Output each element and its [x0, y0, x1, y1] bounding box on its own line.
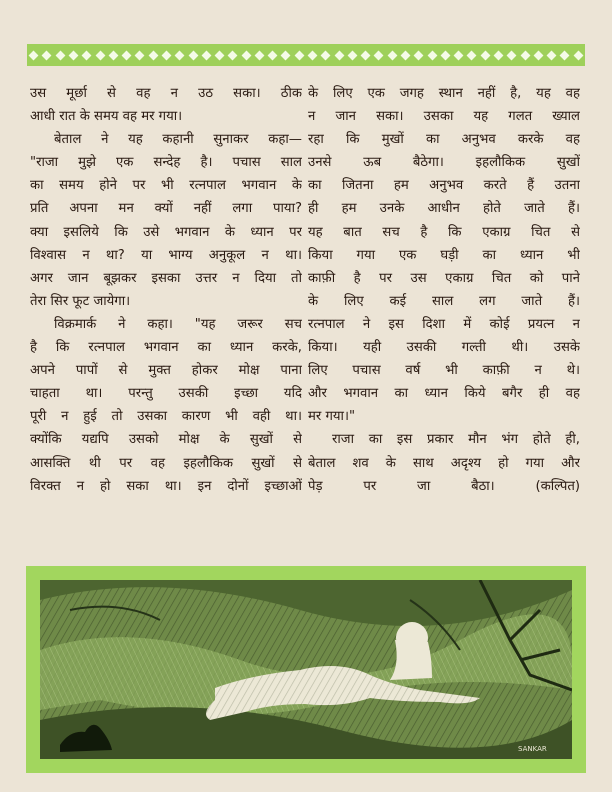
text-line: विक्रमार्क ने कहा। "यह जरूर सच — [54, 316, 302, 332]
text-line: के लिए एक जगह स्थान नहीं है, यह वह — [308, 86, 580, 101]
text-line: और भगवान का ध्यान किये बगैर ही वह — [308, 386, 580, 402]
text-line: लिए पचास वर्ष भी काफ़ी न थे। — [308, 363, 580, 379]
illustration-drawing — [40, 580, 572, 759]
text-line: तेरा सिर फूट जायेगा। — [30, 293, 131, 309]
story-text — [30, 82, 580, 550]
text-line: है कि रत्नपाल भगवान का ध्यान करके, — [30, 340, 302, 356]
text-line: आधी रात के समय वह मर गया। — [30, 109, 183, 125]
story-illustration — [40, 580, 572, 759]
text-line: अगर जान बूझकर इसका उत्तर न दिया तो — [30, 270, 302, 286]
text-line: बेताल शव के साथ अदृश्य हो गया और — [308, 455, 580, 471]
artist-signature: SANKAR — [518, 745, 547, 753]
text-line: पेड़ पर जा बैठा। (कल्पित) — [308, 478, 580, 494]
decorative-border — [27, 44, 585, 66]
text-line: उस मूर्छा से वह न उठ सका। ठीक — [30, 86, 302, 101]
text-line: का समय होने पर भी रत्नपाल भगवान के — [30, 178, 302, 194]
story-illustration-frame — [26, 566, 586, 773]
text-line: मर गया।" — [308, 409, 356, 425]
text-line: बेताल ने यह कहानी सुनाकर कहा— — [54, 132, 302, 148]
text-line: क्या इसलिये कि उसे भगवान के ध्यान पर — [30, 224, 302, 240]
text-line: अपने पापों से मुक्त होकर मोक्ष पाना — [30, 363, 302, 379]
text-column-left — [30, 82, 302, 550]
text-line: ही हम उनके आधीन होते जाते हैं। — [308, 201, 580, 217]
text-line: रहा कि मुखों का अनुभव करके वह — [308, 132, 580, 148]
text-line: किया गया एक घड़ी का ध्यान भी — [308, 247, 580, 263]
text-line: पूरी न हुई तो उसका कारण भी वही था। — [30, 409, 302, 425]
text-line: काफ़ी है पर उस एकाग्र चित को पाने — [308, 270, 580, 286]
text-line: रत्नपाल ने इस दिशा में कोई प्रयत्न न — [308, 316, 580, 332]
text-line: के लिए कई साल लग जाते हैं। — [308, 293, 580, 309]
text-line: विरक्त न हो सका था। इन दोनों इच्छाओं — [30, 478, 302, 494]
text-line: क्योंकि यद्यपि उसको मोक्ष के सुखों से — [30, 432, 302, 448]
text-line: आसक्ति थी पर वह इहलौकिक सुखों से — [30, 455, 302, 471]
text-line: "राजा मुझे एक सन्देह है। पचास साल — [30, 155, 302, 171]
text-line: राजा का इस प्रकार मौन भंग होते ही, — [332, 432, 580, 448]
text-line: का जितना हम अनुभव करते हैं उतना — [308, 178, 580, 194]
text-line: यह बात सच है कि एकाग्र चित से — [308, 224, 580, 240]
text-column-right — [308, 82, 580, 550]
text-line: प्रति अपना मन क्यों नहीं लगा पाया? — [30, 201, 302, 217]
text-line: किया। यही उसकी गल्ती थी। उसके — [308, 340, 580, 356]
text-line: उनसे ऊब बैठेगा। इहलौकिक सुखों — [308, 155, 580, 171]
text-line: विश्वास न था? या भाग्य अनुकूल न था। — [30, 247, 302, 263]
text-line: न जान सका। उसका यह गलत ख्याल — [308, 109, 580, 125]
text-line: चाहता था। परन्तु उसकी इच्छा यदि — [30, 386, 302, 402]
